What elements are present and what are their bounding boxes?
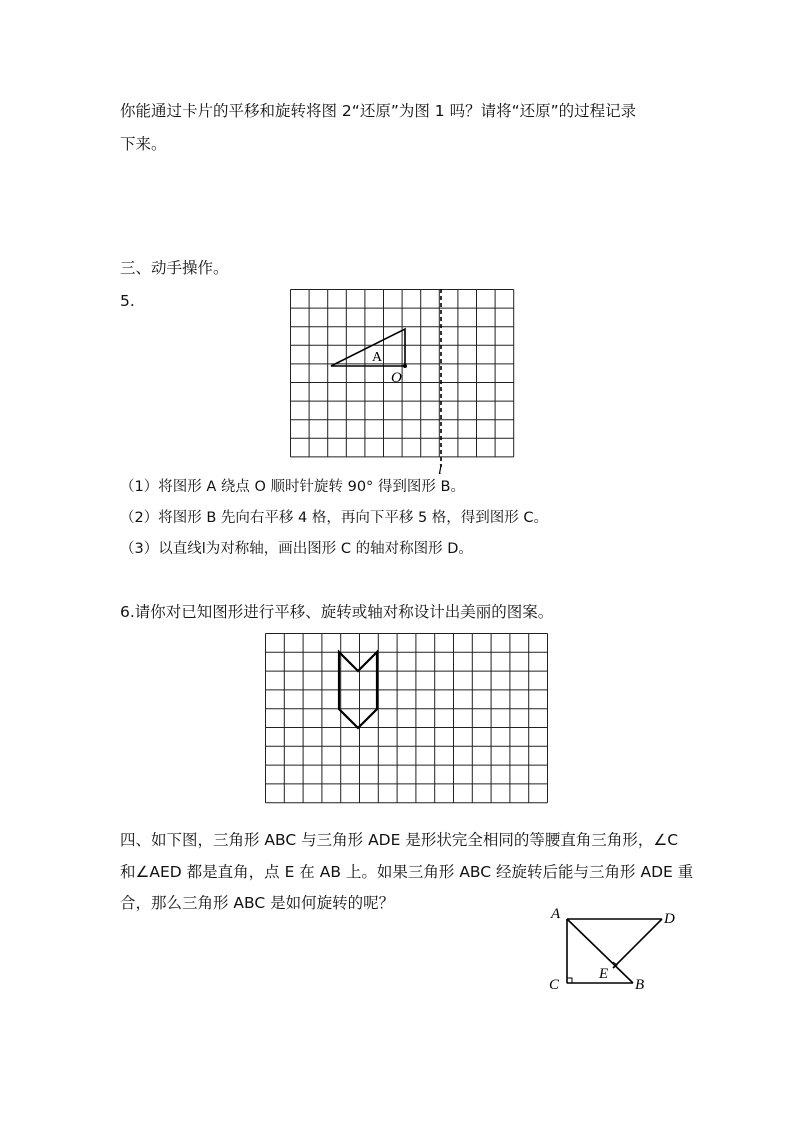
question-5-step-1: （1）将图形 A 绕点 O 顺时针旋转 90° 得到图形 B。 [120, 479, 465, 495]
question-6-gridlines [266, 634, 548, 803]
label-e: E [599, 966, 609, 982]
question-5-gridlines [291, 290, 514, 457]
question-6-text: 6.请你对已知图形进行平移、旋转或轴对称设计出美丽的图案。 [120, 603, 554, 621]
intro-line-2: 下来。 [120, 135, 167, 153]
question-5-step-2: （2）将图形 B 先向右平移 4 格，再向下平移 5 格，得到图形 C。 [120, 510, 549, 526]
intro-line-1: 你能通过卡片的平移和旋转将图 2“还原”为图 1 吗？请将“还原”的过程记录 [120, 102, 637, 120]
question-5-step-3: （3）以直线l为对称轴，画出图形 C 的轴对称图形 D。 [120, 541, 473, 557]
section-4-line-1: 四、如下图，三角形 ABC 与三角形 ADE 是形状完全相同的等腰直角三角形，∠C [120, 831, 679, 849]
axis-l-label: l [438, 462, 443, 478]
question-5-number: 5. [120, 292, 135, 310]
label-d: D [664, 911, 675, 927]
section-4-line-3: 合，那么三角形 ABC 是如何旋转的呢？ [120, 894, 395, 912]
question-5-grid [290, 289, 522, 478]
point-o-label: O [391, 370, 402, 386]
point-o-dot [403, 364, 407, 368]
section-3-title: 三、动手操作。 [120, 259, 229, 277]
label-b: B [635, 977, 645, 993]
shape-a-label: A [372, 350, 383, 365]
triangle-diagram [545, 905, 685, 995]
question-6-grid [265, 633, 547, 803]
label-a: A [551, 906, 561, 922]
triangle-edges [567, 919, 662, 983]
section-4-line-2: 和∠AED 都是直角，点 E 在 AB 上。如果三角形 ABC 经旋转后能与三角形 ADE 重 [120, 863, 694, 881]
triangle-shape-a [331, 329, 405, 366]
edge-de [613, 919, 662, 968]
label-c: C [549, 977, 560, 993]
